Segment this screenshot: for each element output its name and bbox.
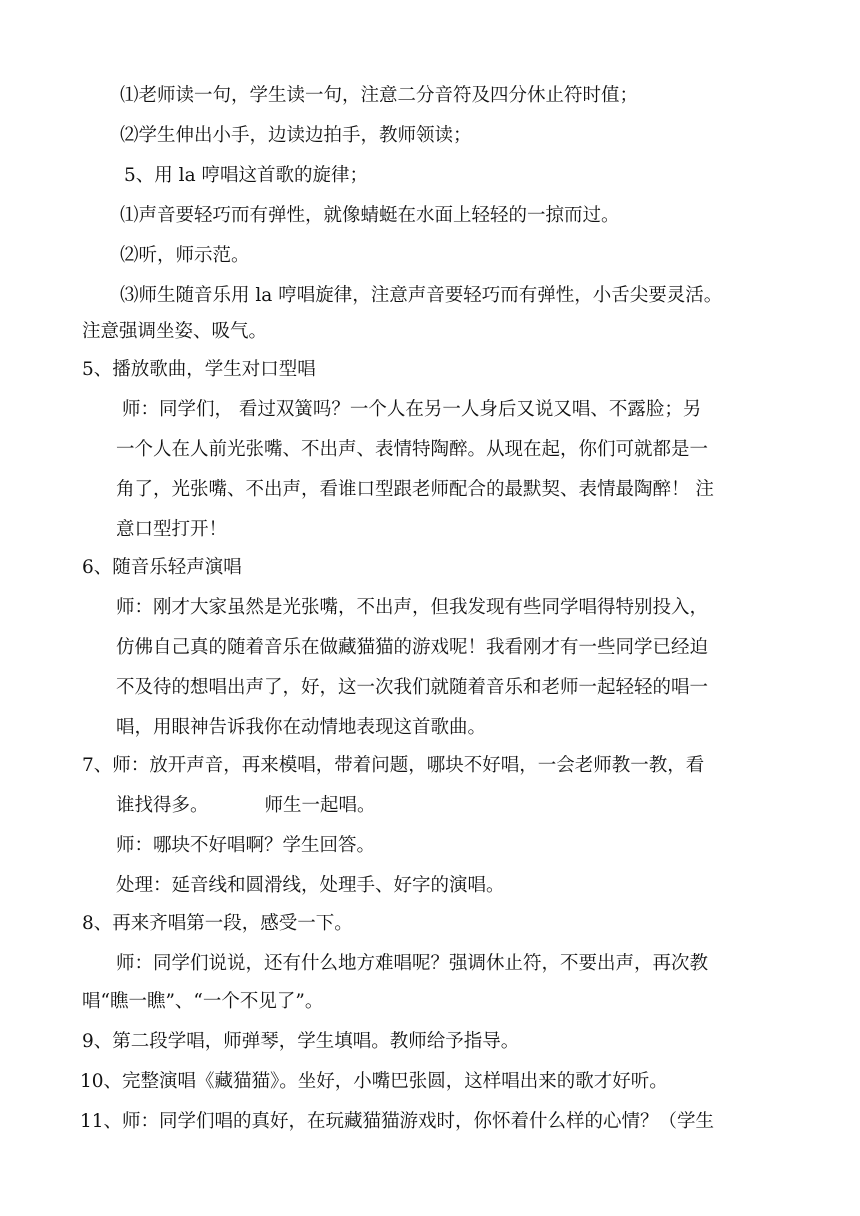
section-heading: 11、师：同学们唱的真好，在玩藏猫猫游戏时，你怀着什么样的心情？（学生 xyxy=(80,1111,715,1132)
text-line: 唱，用眼神告诉我你在动情地表现这首歌曲。 xyxy=(116,717,487,738)
text-line: ⑴声音要轻巧而有弹性，就像蜻蜓在水面上轻轻的一掠而过。 xyxy=(120,205,620,226)
text-line: 不及待的想唱出声了，好，这一次我们就随着音乐和老师一起轻轻的唱一 xyxy=(116,677,709,698)
text-line: ⑴老师读一句，学生读一句，注意二分音符及四分休止符时值； xyxy=(120,85,639,106)
text-line: ⑶师生随音乐用 la 哼唱旋律，注意声音要轻巧而有弹性，小舌尖要灵活。 xyxy=(120,285,723,306)
text-line: 一个人在人前光张嘴、不出声、表情特陶醉。从现在起，你们可就都是一 xyxy=(116,439,709,460)
text-line: 注意强调坐姿、吸气。 xyxy=(82,321,268,342)
text-line: 处理：延音线和圆滑线，处理手、好字的演唱。 xyxy=(116,875,505,896)
section-heading: 6、随音乐轻声演唱 xyxy=(82,557,242,578)
text-line xyxy=(116,794,376,818)
text-line: 5、用 la 哼唱这首歌的旋律； xyxy=(124,165,368,186)
section-heading: 10、完整演唱《藏猫猫》。坐好，小嘴巴张圆，这样唱出来的歌才好听。 xyxy=(80,1071,668,1092)
text-line: 师：同学们说说，还有什么地方难唱呢？强调休止符，不要出声，再次教 xyxy=(116,953,709,974)
text-line: 师：同学们， 看过双簧吗？一个人在另一人身后又说又唱、不露脸；另 xyxy=(122,399,702,420)
text-line: 意口型打开！ xyxy=(116,519,228,540)
text-line: 角了，光张嘴、不出声，看谁口型跟老师配合的最默契、表情最陶醉！ 注 xyxy=(116,479,714,500)
text-segment: 谁找得多。 xyxy=(116,795,209,816)
section-heading: 9、第二段学唱，师弹琴，学生填唱。教师给予指导。 xyxy=(82,1031,520,1052)
text-line: ⑵学生伸出小手，边读边拍手，教师领读； xyxy=(120,125,472,146)
text-segment: 师生一起唱。 xyxy=(264,795,376,816)
section-heading: 7、师：放开声音，再来模唱，带着问题，哪块不好唱，一会老师教一教，看 xyxy=(82,755,705,776)
section-heading: 8、再来齐唱第一段，感受一下。 xyxy=(82,913,353,934)
text-line: ⑵听，师示范。 xyxy=(120,245,250,266)
text-line: 师：刚才大家虽然是光张嘴，不出声，但我发现有些同学唱得特别投入， xyxy=(116,597,709,618)
text-line: 师：哪块不好唱啊？学生回答。 xyxy=(116,835,376,856)
text-line: 唱“瞧一瞧”、“一个不见了”。 xyxy=(82,991,324,1012)
text-line: 仿佛自己真的随着音乐在做藏猫猫的游戏呢！我看刚才有一些同学已经迫 xyxy=(116,637,709,658)
section-heading: 5、播放歌曲，学生对口型唱 xyxy=(82,359,316,380)
